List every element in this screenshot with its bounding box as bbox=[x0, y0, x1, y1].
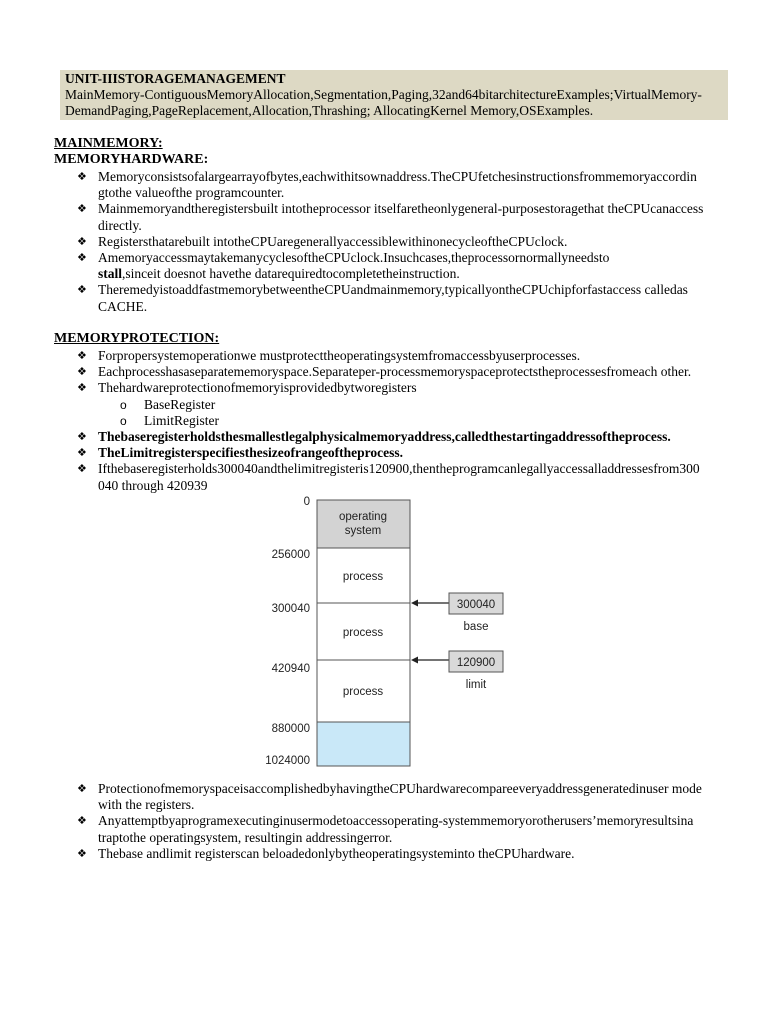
bullet-icon: ❖ bbox=[77, 462, 87, 476]
list-item: ❖ Thebaseregisterholdsthesmallestlegalphysicalmemoryaddress,calledthestartingaddressoftheprocess. bbox=[77, 429, 671, 445]
address-label: 1024000 bbox=[265, 755, 310, 767]
list-item: ❖ Mainmemoryandtheregistersbuilt intotheprocessor itselfaretheonlygeneral-purposestoragethat theCPUcanaccess directly. bbox=[77, 201, 704, 233]
list-item: ❖ Thehardwareprotectionofmemoryisprovidedbytworegisters o BaseRegister o LimitRegister bbox=[0, 380, 718, 429]
bullet-icon: ❖ bbox=[77, 446, 87, 460]
list-item: ❖ Eachprocesshasaseparatememoryspace.Separateper-processmemoryspaceprotectstheprocessesfromeach other. bbox=[77, 364, 692, 380]
sub-list-item: o LimitRegister bbox=[120, 412, 219, 428]
bullet-icon: ❖ bbox=[77, 202, 87, 216]
bullet-icon: ❖ bbox=[77, 283, 87, 297]
unit-header-box bbox=[60, 70, 728, 120]
memory-protection-heading: MEMORYPROTECTION: bbox=[54, 331, 220, 346]
free-memory-block bbox=[317, 722, 410, 766]
bullet-icon: ❖ bbox=[77, 814, 87, 828]
address-label: 300040 bbox=[271, 603, 310, 615]
bullet-icon: ❖ bbox=[77, 251, 87, 265]
limit-register-value: 120900 bbox=[456, 657, 496, 669]
sub-list-item: o BaseRegister bbox=[120, 396, 216, 412]
bullet-icon: ❖ bbox=[77, 349, 87, 362]
address-label: 256000 bbox=[271, 549, 310, 561]
memory-protection-list bbox=[0, 348, 768, 494]
list-item: ❖ AmemoryaccessmaytakemanycyclesoftheCPUclock.Insuchcases,theprocessornormallyneedsto stall,sinceit doesnot havethe datarequiredtocompletetheinstruction. bbox=[77, 250, 610, 282]
main-memory-heading: MAINMEMORY: bbox=[54, 136, 163, 151]
block-label: process bbox=[342, 627, 384, 639]
address-label: 420940 bbox=[271, 663, 310, 675]
limit-arrowhead bbox=[411, 657, 418, 664]
limit-register-label: limit bbox=[465, 679, 487, 691]
base-register-value: 300040 bbox=[456, 599, 496, 611]
unit-topics: MainMemory-ContiguousMemoryAllocation,Segmentation,Paging,32and64bitarchitectureExamples;VirtualMemory-DemandPaging,PageReplacement,Allocation,Thrashing; AllocatingKernel Memory,OSExamples. bbox=[65, 87, 702, 118]
block-label: system bbox=[344, 525, 382, 537]
unit-title: UNIT-IIISTORAGEMANAGEMENT bbox=[65, 71, 286, 86]
os-block bbox=[317, 500, 410, 548]
list-item: ❖ TheLimitregisterspecifiesthesizeofrangeoftheprocess. bbox=[77, 445, 404, 461]
list-item: ❖ Ifthebaseregisterholds300040andthelimitregisteris120900,thentheprogramcanlegallyaccessalladdressesfrom300 040 through 420939 bbox=[77, 461, 700, 493]
bullet-icon: ❖ bbox=[77, 365, 87, 379]
memory-hardware-heading: MEMORYHARDWARE: bbox=[54, 152, 209, 167]
list-item: ❖ Forpropersystemoperationwe mustprotecttheoperatingsystemfromaccessbyuserprocesses. bbox=[77, 348, 581, 363]
bullet-icon: ❖ bbox=[77, 430, 87, 444]
list-item: ❖ ProtectionofmemoryspaceisaccomplishedbyhavingtheCPUhardwarecompareeveryaddressgeneratedinuser mode with the registers. bbox=[77, 781, 702, 813]
list-item: ❖ Thebase andlimit registerscan beloadedonlybytheoperatingsysteminto theCPUhardware. bbox=[77, 845, 575, 861]
bullet-icon: ❖ bbox=[77, 381, 87, 395]
memory-protection-diagram bbox=[258, 492, 520, 772]
list-item: ❖ TheremedyistoaddfastmemorybetweentheCPUandmainmemory,typicallyontheCPUchipforfastaccess calledas CACHE. bbox=[77, 282, 688, 314]
block-label: process bbox=[342, 686, 384, 698]
address-label: 880000 bbox=[271, 723, 310, 735]
list-item: ❖ Memoryconsistsofalargearrayofbytes,eachwithitsownaddress.TheCPUfetchesinstructionsfrommemoryaccordin gtothe valueofthe programcounter. bbox=[77, 169, 697, 201]
stall-word: stall bbox=[98, 266, 123, 282]
base-arrowhead bbox=[411, 600, 418, 607]
bullet-icon: ❖ bbox=[77, 782, 87, 795]
bullet-icon: ❖ bbox=[77, 846, 87, 860]
block-label: operating bbox=[339, 511, 387, 523]
list-item: ❖ Anyattemptbyaprogramexecutinginusermodetoaccessoperating-systemmemoryorotherusers’memoryresultsina traptothe operatingsystem, resultingin addressingerror. bbox=[77, 813, 694, 845]
base-register-label: base bbox=[463, 621, 489, 633]
bullet-icon: ❖ bbox=[77, 170, 87, 183]
memory-hardware-list bbox=[0, 169, 768, 315]
bullet-icon: ❖ bbox=[77, 234, 87, 248]
block-label: process bbox=[342, 571, 384, 583]
address-label: 0 bbox=[303, 496, 310, 508]
list-item: ❖ Registersthatarebuilt intotheCPUaregenerallyaccessiblewithinonecycleoftheCPUclock. bbox=[77, 233, 568, 249]
memory-protection-list-continued bbox=[0, 781, 768, 862]
